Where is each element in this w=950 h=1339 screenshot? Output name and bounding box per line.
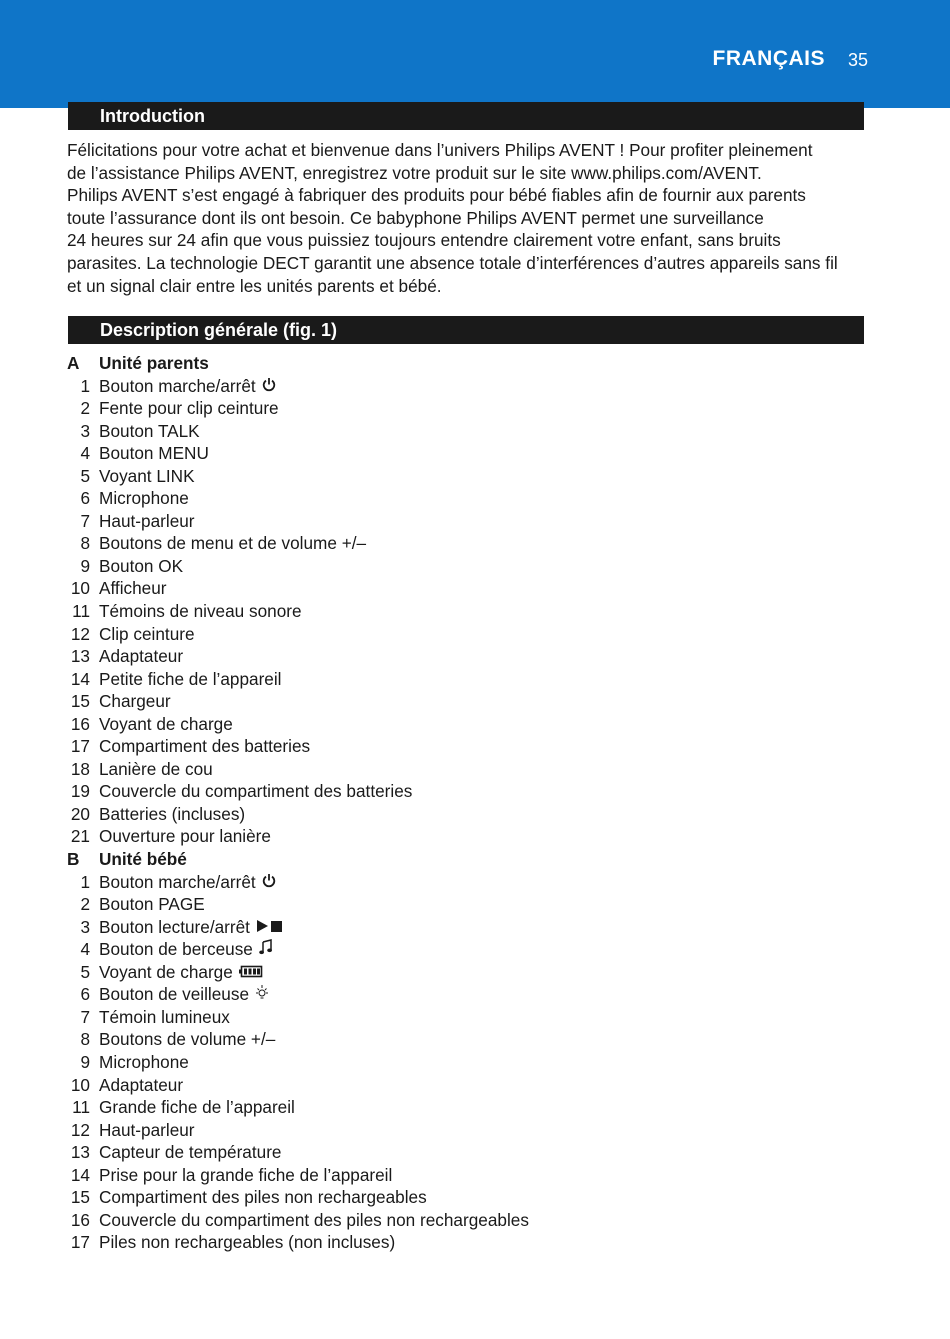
item-label: Boutons de volume +/– (99, 1029, 276, 1050)
item-label: Ouverture pour lanière (99, 826, 271, 847)
item-label: Grande fiche de l’appareil (99, 1097, 295, 1118)
list-item (62, 983, 762, 1006)
item-label-wrap (99, 735, 310, 758)
list-item (62, 1119, 762, 1142)
item-number: 2 (80, 894, 90, 915)
introduction-paragraph (67, 139, 867, 297)
list-item (62, 1074, 762, 1097)
list-item (62, 623, 762, 646)
list-item (62, 780, 762, 803)
item-label: Couvercle du compartiment des piles non rechargeables (99, 1209, 529, 1230)
item-label: Prise pour la grande fiche de l’appareil (99, 1164, 393, 1185)
item-number: 2 (80, 398, 90, 419)
item-label: Adaptateur (99, 646, 184, 667)
list-item (62, 600, 762, 623)
list-item (62, 1209, 762, 1232)
power-icon (262, 375, 276, 398)
group-title: Unité bébé (99, 849, 187, 870)
item-number: 1 (80, 871, 90, 892)
list-item (62, 938, 762, 961)
item-number: 11 (72, 601, 90, 622)
item-number: 3 (80, 420, 90, 441)
intro-line: 24 heures sur 24 afin que vous puissiez toujours entendre clairement votre enfant, sans bruits (67, 230, 781, 251)
item-number: 17 (70, 1232, 90, 1253)
play-stop-icon (256, 916, 284, 939)
item-label: Clip ceinture (99, 623, 195, 644)
item-label-wrap (99, 397, 279, 420)
item-number: 6 (80, 488, 90, 509)
item-number: 11 (72, 1097, 90, 1118)
night-light-icon (255, 983, 269, 1006)
item-label: Bouton marche/arrêt (99, 375, 256, 396)
item-number: 8 (80, 533, 90, 554)
list-item (62, 916, 762, 939)
item-label-wrap (99, 1006, 230, 1029)
item-number: 6 (80, 984, 90, 1005)
list-item (62, 1096, 762, 1119)
item-label-wrap (99, 510, 195, 533)
item-label-wrap (99, 1209, 529, 1232)
item-number: 16 (70, 1209, 90, 1230)
item-label-wrap (99, 465, 195, 488)
list-item (62, 397, 762, 420)
item-label: Bouton de berceuse (99, 939, 253, 960)
item-label-wrap (99, 420, 200, 443)
introduction-heading: Introduction (68, 102, 864, 130)
item-label-wrap (99, 532, 366, 555)
list-item (62, 713, 762, 736)
list-item (62, 1051, 762, 1074)
item-number: 1 (80, 375, 90, 396)
item-label-wrap (99, 487, 189, 510)
list-item (62, 465, 762, 488)
item-label: Bouton lecture/arrêt (99, 916, 250, 937)
list-item (62, 532, 762, 555)
group-letter: B (67, 849, 80, 870)
item-label: Petite fiche de l’appareil (99, 668, 282, 689)
intro-line: parasites. La technologie DECT garantit une absence totale d’interférences d’autres appareils sans fil (67, 252, 838, 273)
item-label: Bouton PAGE (99, 894, 205, 915)
item-label-wrap (99, 1074, 183, 1097)
item-label-wrap (99, 758, 213, 781)
list-item (62, 1231, 762, 1254)
item-label: Bouton OK (99, 555, 184, 576)
item-label-wrap (99, 780, 412, 803)
list-item (62, 871, 762, 894)
parts-list (62, 352, 762, 1254)
list-item (62, 1141, 762, 1164)
item-label-wrap (99, 577, 167, 600)
item-number: 3 (80, 916, 90, 937)
item-label-wrap (99, 1186, 427, 1209)
intro-line: toute l’assurance dont ils ont besoin. Ce babyphone Philips AVENT permet une surveillance (67, 207, 764, 228)
item-label-wrap (99, 713, 233, 736)
item-label: Afficheur (99, 578, 167, 599)
item-label-wrap (99, 803, 245, 826)
intro-line: Félicitations pour votre achat et bienvenue dans l’univers Philips AVENT ! Pour profiter pleinement (67, 140, 813, 160)
item-number: 18 (70, 758, 90, 779)
list-item (62, 645, 762, 668)
item-label: Haut-parleur (99, 1119, 195, 1140)
list-item (62, 420, 762, 443)
item-number: 15 (70, 691, 90, 712)
item-label-wrap (99, 893, 205, 916)
item-label-wrap (99, 375, 276, 398)
item-label: Voyant de charge (99, 961, 233, 982)
item-number: 19 (70, 781, 90, 802)
item-label-wrap (99, 442, 209, 465)
item-number: 7 (80, 510, 90, 531)
group-heading (62, 352, 762, 375)
item-number: 12 (70, 623, 90, 644)
list-item (62, 803, 762, 826)
item-label: Compartiment des batteries (99, 736, 311, 757)
item-label-wrap (99, 1028, 275, 1051)
item-number: 13 (70, 1142, 90, 1163)
item-label: Microphone (99, 488, 189, 509)
item-label: Bouton de veilleuse (99, 984, 250, 1005)
item-label: Microphone (99, 1051, 189, 1072)
item-label: Piles non rechargeables (non incluses) (99, 1232, 396, 1253)
item-label-wrap (99, 916, 284, 939)
item-label-wrap (99, 938, 273, 961)
item-label: Haut-parleur (99, 510, 195, 531)
list-item (62, 735, 762, 758)
intro-line: de l’assistance Philips AVENT, enregistrez votre produit sur le site www.philips.com/AVENT. (67, 162, 762, 183)
item-label: Témoins de niveau sonore (99, 601, 302, 622)
item-label: Boutons de menu et de volume +/– (99, 533, 367, 554)
item-label: Témoin lumineux (99, 1006, 230, 1027)
item-number: 9 (80, 1051, 90, 1072)
item-label: Chargeur (99, 691, 171, 712)
item-label: Bouton marche/arrêt (99, 871, 256, 892)
item-number: 14 (70, 668, 90, 689)
description-heading: Description générale (fig. 1) (68, 316, 864, 344)
item-label-wrap (99, 961, 263, 984)
item-label-wrap (99, 555, 183, 578)
item-label: Voyant de charge (99, 713, 233, 734)
page-number: 35 (847, 50, 868, 70)
item-label-wrap (99, 1141, 281, 1164)
item-label-wrap (99, 1096, 295, 1119)
intro-line: Philips AVENT s’est engagé à fabriquer des produits pour bébé fiables afin de fournir aux parents (67, 185, 806, 206)
item-label: Fente pour clip ceinture (99, 398, 279, 419)
list-item (62, 442, 762, 465)
music-note-icon (259, 938, 273, 961)
item-label-wrap (99, 690, 171, 713)
group-title: Unité parents (99, 353, 209, 373)
item-number: 8 (80, 1029, 90, 1050)
item-label-wrap (99, 983, 269, 1006)
battery-icon (239, 961, 263, 984)
item-label: Batteries (incluses) (99, 803, 246, 824)
list-item (62, 487, 762, 510)
item-label-wrap (99, 1119, 195, 1142)
item-number: 4 (80, 443, 90, 464)
list-item (62, 555, 762, 578)
list-item (62, 577, 762, 600)
item-label-wrap (99, 825, 271, 848)
intro-line: et un signal clair entre les unités parents et bébé. (67, 275, 442, 296)
item-number: 4 (80, 939, 90, 960)
item-number: 9 (80, 555, 90, 576)
item-label-wrap (99, 623, 195, 646)
item-label-wrap (99, 668, 282, 691)
item-label-wrap (99, 871, 276, 894)
item-label: Lanière de cou (99, 758, 213, 779)
list-item (62, 961, 762, 984)
item-label: Bouton TALK (99, 420, 200, 441)
item-label-wrap (99, 1164, 392, 1187)
item-label-wrap (99, 1051, 189, 1074)
language-label: FRANÇAIS (712, 47, 825, 70)
item-label: Adaptateur (99, 1074, 184, 1095)
item-label: Capteur de température (99, 1142, 282, 1163)
group-letter: A (67, 353, 80, 373)
item-number: 16 (70, 713, 90, 734)
list-item (62, 1164, 762, 1187)
item-number: 20 (70, 803, 90, 824)
item-number: 13 (70, 646, 90, 667)
item-label-wrap (99, 1231, 395, 1254)
item-label: Voyant LINK (99, 465, 195, 486)
list-item (62, 375, 762, 398)
item-number: 17 (70, 736, 90, 757)
item-number: 12 (70, 1119, 90, 1140)
item-number: 15 (70, 1187, 90, 1208)
list-item (62, 510, 762, 533)
item-number: 5 (80, 465, 90, 486)
list-item (62, 1028, 762, 1051)
list-item (62, 1186, 762, 1209)
item-label-wrap (99, 600, 302, 623)
list-item (62, 690, 762, 713)
item-number: 7 (80, 1006, 90, 1027)
item-number: 10 (70, 1074, 90, 1095)
list-item (62, 668, 762, 691)
group-heading (62, 848, 762, 871)
power-icon (262, 871, 276, 894)
list-item (62, 1006, 762, 1029)
item-number: 10 (70, 578, 90, 599)
list-item (62, 758, 762, 781)
item-label: Compartiment des piles non rechargeables (99, 1187, 427, 1208)
item-number: 14 (70, 1164, 90, 1185)
item-label: Bouton MENU (99, 443, 209, 464)
item-label: Couvercle du compartiment des batteries (99, 781, 413, 802)
item-number: 5 (80, 961, 90, 982)
item-label-wrap (99, 645, 183, 668)
item-number: 21 (70, 826, 90, 847)
list-item (62, 825, 762, 848)
list-item (62, 893, 762, 916)
